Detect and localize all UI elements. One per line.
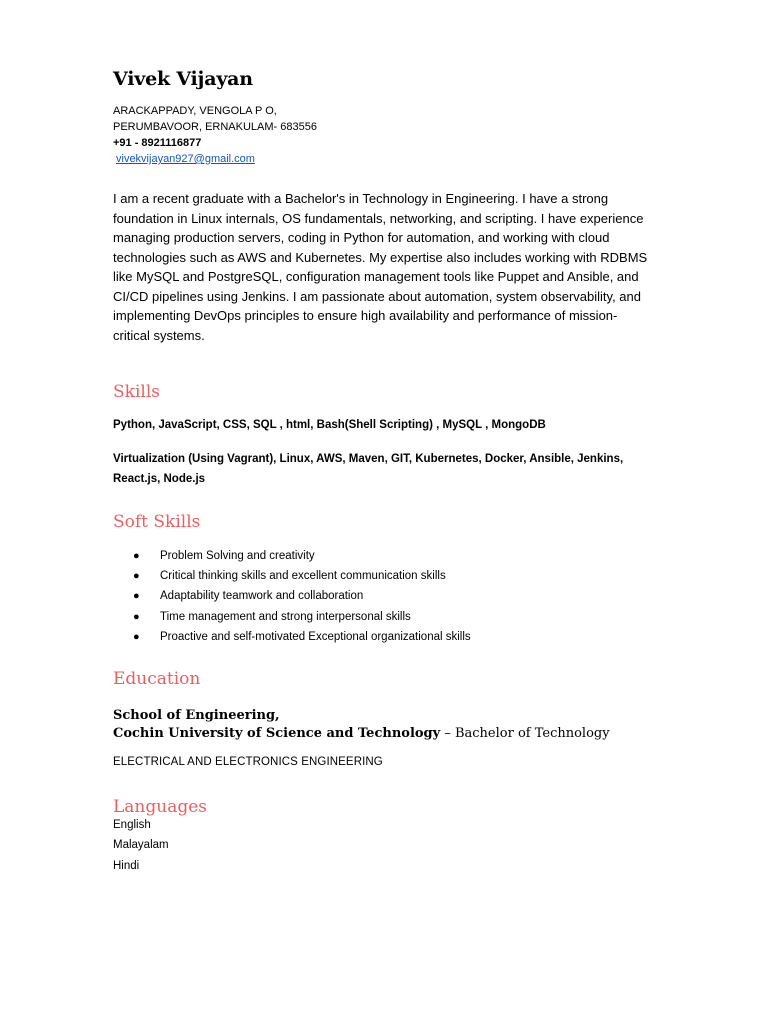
branch-name: ELECTRICAL AND ELECTRONICS ENGINEERING xyxy=(113,756,383,768)
skills-heading: Skills xyxy=(113,382,160,402)
list-item: ● Critical thinking skills and excellent communication skills xyxy=(133,566,471,586)
bullet-icon: ● xyxy=(133,550,140,562)
list-item: ● Proactive and self-motivated Exceptional organizational skills xyxy=(133,627,471,647)
profile-summary: I am a recent graduate with a Bachelor's in Technology in Engineering. I have a strong foundation in Linux internals, OS fundamentals, networking, and scripting. I have experience managing production servers, coding in Python for automation, and working with cloud technologies such as AWS and Kubernetes. My expertise also includes working with RDBMS like MySQL and PostgreSQL, configuration management tools like Puppet and Ansible, and CI/CD pipelines using Jenkins. I am passionate about automation, system observability, and implementing DevOps principles to ensure high availability and performance of mission-critical systems. xyxy=(113,191,648,343)
language-item: Malayalam xyxy=(113,839,169,851)
address-line-1: ARACKAPPADY, VENGOLA P O, xyxy=(113,105,277,117)
education-heading: Education xyxy=(113,669,201,689)
list-item: ● Time management and strong interpersonal skills xyxy=(133,607,471,627)
list-item: ● Adaptability teamwork and collaboration xyxy=(133,586,471,606)
school-name: School of Engineering, xyxy=(113,708,280,723)
soft-skills-list xyxy=(133,546,471,647)
bullet-icon: ● xyxy=(133,610,140,623)
degree-name: – Bachelor of Technology xyxy=(440,726,610,741)
list-item: ● Problem Solving and creativity xyxy=(133,546,471,566)
university-name: Cochin University of Science and Technology xyxy=(113,726,441,741)
skills-line-2: Virtualization (Using Vagrant), Linux, AWS, Maven, GIT, Kubernetes, Docker, Ansible, Jenkins, React.js, Node.js xyxy=(113,453,624,485)
language-item: English xyxy=(113,819,151,831)
bullet-icon: ● xyxy=(133,570,140,583)
address-line-2: PERUMBAVOOR, ERNAKULAM- 683556 xyxy=(113,121,317,133)
email-link[interactable]: vivekvijayan927@gmail.com xyxy=(116,153,255,165)
phone-number: +91 - 8921116877 xyxy=(113,137,202,149)
bullet-icon: ● xyxy=(133,590,140,603)
skills-line-1: Python, JavaScript, CSS, SQL , html, Bash(Shell Scripting) , MySQL , MongoDB xyxy=(113,419,546,431)
candidate-name: Vivek Vijayan xyxy=(113,68,253,90)
bullet-icon: ● xyxy=(133,630,140,643)
university-line xyxy=(113,726,610,741)
language-item: Hindi xyxy=(113,860,140,872)
soft-skills-heading: Soft Skills xyxy=(113,512,201,532)
languages-heading: Languages xyxy=(113,797,208,817)
